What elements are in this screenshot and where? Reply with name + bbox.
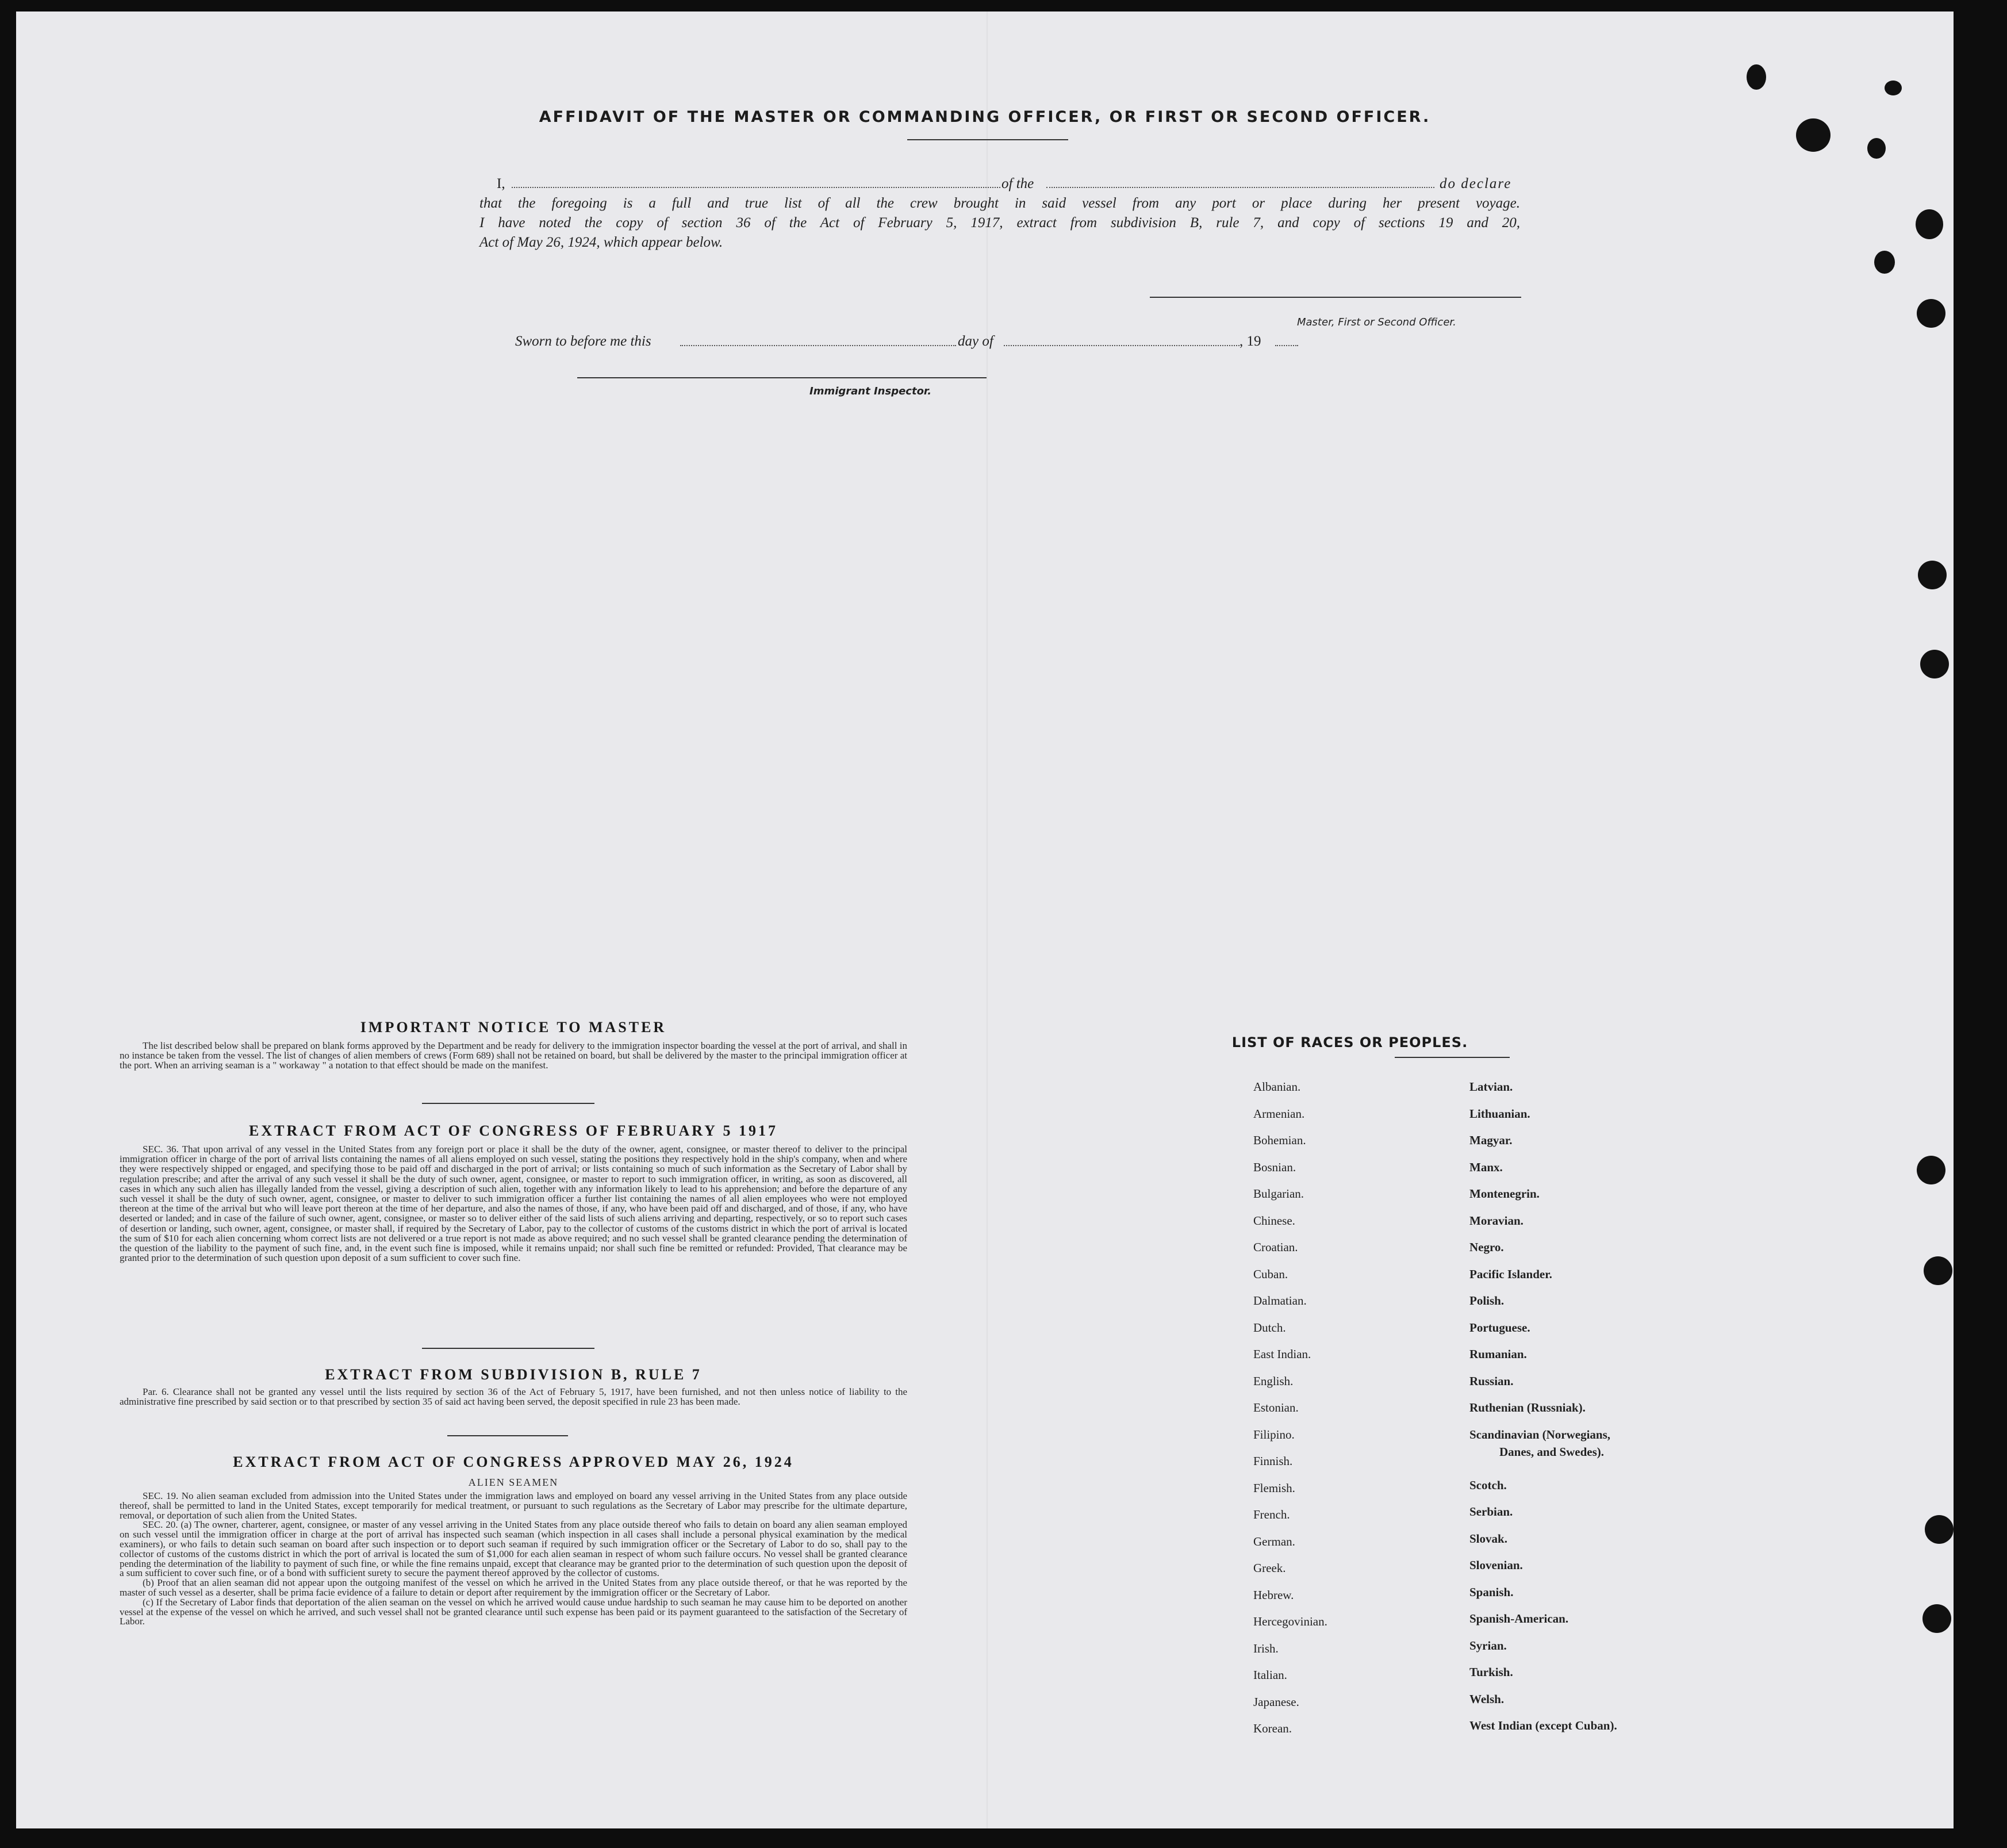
race-item: Moravian. bbox=[1469, 1213, 1524, 1228]
race-item: Spanish. bbox=[1469, 1585, 1514, 1599]
inspector-label: Immigrant Inspector. bbox=[809, 385, 932, 397]
sworn-month-field bbox=[1004, 345, 1239, 346]
race-item: Estonian. bbox=[1253, 1401, 1299, 1414]
race-item: Syrian. bbox=[1469, 1638, 1507, 1653]
race-item: Croatian. bbox=[1253, 1240, 1298, 1254]
section-20a-paragraph: SEC. 20. (a) The owner, charterer, agent, consignee, or master of any vessel arriving in the United States from any place outside thereof who fails to detain on board any alien seaman employed on such vessel until the immigration officer in charge at the port of arrival has inspected such seaman (which inspection in all cases shall include a personal physical examination by the medical examiners), or who fails to detain such seaman on board after such inspection or to deport such seaman if required by such immigration officer or the Secretary of Labor to do so, shall pay to the collector of customs of the customs district in which the port of arrival is located the sum of $1,000 for each alien seaman in respect of whom such failure occurs. No vessel shall be granted clearance pending the determination of the liability to payment of such fine, or while the fine remains unpaid, except that clearance may be granted prior to the determination of such question upon the deposit of a sum sufficient to cover such fine, or of a bond with sufficient surety to secure the payment thereof approved by the collector of customs. bbox=[120, 1519, 907, 1579]
punch-hole bbox=[1925, 1515, 1954, 1544]
punch-hole bbox=[1920, 650, 1949, 678]
extract-1917-text bbox=[120, 1144, 907, 1263]
races-title: LIST OF RACES OR PEOPLES. bbox=[1231, 1034, 1468, 1050]
ink-blot bbox=[1867, 138, 1886, 159]
race-item: Magyar. bbox=[1469, 1133, 1513, 1147]
race-item: Irish. bbox=[1253, 1641, 1279, 1655]
signature-line bbox=[1150, 297, 1521, 298]
race-item: Dalmatian. bbox=[1253, 1294, 1307, 1308]
sworn-label: Sworn to before me this bbox=[515, 333, 651, 349]
extract-1917-title: EXTRACT FROM ACT OF CONGRESS OF FEBRUARY 5 1917 bbox=[249, 1122, 778, 1139]
extract-1924-title: EXTRACT FROM ACT OF CONGRESS APPROVED MAY 26, 1924 bbox=[233, 1454, 794, 1470]
ink-blot bbox=[1874, 251, 1895, 274]
race-item: Serbian. bbox=[1469, 1505, 1513, 1519]
race-item: West Indian (except Cuban). bbox=[1469, 1719, 1617, 1733]
declare-label: do declare bbox=[1440, 176, 1512, 191]
race-item: Montenegrin. bbox=[1469, 1187, 1540, 1201]
race-item: Negro. bbox=[1469, 1240, 1504, 1254]
punch-hole bbox=[1918, 561, 1947, 589]
race-item: Slovenian. bbox=[1469, 1558, 1523, 1573]
punch-hole bbox=[1917, 1156, 1945, 1184]
day-of-label: day of bbox=[958, 333, 993, 349]
section-20b-paragraph: (b) Proof that an alien seaman did not appear upon the outgoing manifest of the vessel on which he arrived in the United States from any place outside thereof, or that he was reported by the master of such vessel as a deserter, shall be prima facie evidence of a failure to detain or deport after requirement by the immigration officer or the Secretary of Labor. bbox=[120, 1577, 907, 1598]
race-item: Chinese. bbox=[1253, 1213, 1295, 1228]
subdivision-b-text bbox=[120, 1387, 907, 1406]
race-item: Japanese. bbox=[1253, 1694, 1299, 1709]
signature-label: Master, First or Second Officer. bbox=[1297, 316, 1456, 328]
declaration-line-4: Act of May 26, 1924, which appear below. bbox=[479, 235, 723, 250]
declarant-name-field bbox=[512, 187, 1000, 188]
declaration-line-2: that the foregoing is a full and true list of all the crew brought in said vessel from any port or place during her present voyage. bbox=[479, 195, 1520, 211]
race-item: Spanish-American. bbox=[1469, 1612, 1569, 1626]
ink-blot bbox=[1747, 64, 1766, 90]
race-item: Filipino. bbox=[1253, 1427, 1295, 1441]
race-item: Bulgarian. bbox=[1253, 1187, 1304, 1201]
section-20c-paragraph: (c) If the Secretary of Labor finds that deportation of the alien seaman on the vessel on which he arrived would cause undue hardship to such seaman he may cause him to be deported on another vessel at the expense of the vessel on which he arrived, and such vessel shall not be granted clearance until such expense has been paid or its payment guaranteed to the satisfaction of the Secretary of Labor. bbox=[120, 1596, 907, 1627]
race-item: Pacific Islander. bbox=[1469, 1267, 1552, 1281]
races-underline bbox=[1395, 1057, 1510, 1058]
sworn-day-field bbox=[680, 345, 956, 346]
race-item: Polish. bbox=[1469, 1294, 1505, 1308]
declaration-line-3: I have noted the copy of section 36 of the Act of February 5, 1917, extract from subdivision B, rule 7, and copy of sections 19 and 20, bbox=[479, 215, 1520, 231]
race-item: Finnish. bbox=[1253, 1454, 1293, 1468]
punch-hole bbox=[1924, 1256, 1952, 1285]
race-item: Rumanian. bbox=[1469, 1347, 1527, 1361]
race-item: Russian. bbox=[1469, 1374, 1514, 1388]
race-item: East Indian. bbox=[1253, 1347, 1311, 1361]
race-item: Albanian. bbox=[1253, 1080, 1301, 1094]
race-item: Greek. bbox=[1253, 1561, 1286, 1575]
notice-title: IMPORTANT NOTICE TO MASTER bbox=[360, 1019, 667, 1036]
race-item: Dutch. bbox=[1253, 1320, 1286, 1335]
vessel-name-field bbox=[1046, 187, 1434, 188]
race-item: German. bbox=[1253, 1534, 1295, 1548]
section-36-paragraph: SEC. 36. That upon arrival of any vessel in the United States from any foreign port or place it shall be the duty of the owner, agent, consignee, or master thereof to deliver to the principal immigration officer in charge of the port of arrival lists containing the names of all aliens employed on such vessel, stating the positions they respectively hold in the ship's company, when and where they were respectively shipped or engaged, and specifying those to be paid off and discharged in the port of arrival; or lists containing so much of such information as the Secretary of Labor shall by regulation prescribe; and after the arrival of any such vessel it shall be the duty of such owner, agent, consignee, or master to report to such immigration officer, in writing, as soon as discovered, all cases in which any such alien has illegally landed from the vessel, giving a description of such alien, together with any information likely to lead to his apprehension; and before the departure of any such vessel it shall be the duty of such owner, agent, consignee, or master to deliver to such immigration officer a further list containing the names of all alien employees who were not employed thereon at the time of the arrival but who will leave port thereon at the time of her departure, and also the names of those, if any, who have been paid off and discharged, and of those, if any, who have deserted or landed; and in case of the failure of such owner, agent, consignee, or master so to deliver either of the said lists of such aliens arriving and departing, respectively, or so to report such cases of desertion or landing, such owner, agent, consignee, or master shall, if required by the Secretary of Labor, pay to the collector of customs of the customs district in which the port of arrival is located the sum of $10 for each alien concerning whom correct lists are not delivered or a true report is not made as above required; and no such vessel shall be granted clearance pending the determination of the question of the liability to the payment of such fine, and, in the event such fine is imposed, while it remains unpaid; nor shall such fine be remitted or refunded: Provided, That clearance may be granted prior to the determination of such question upon deposit of a sum sufficient to cover such fine. bbox=[120, 1144, 907, 1264]
race-item: Manx. bbox=[1469, 1160, 1503, 1174]
extract-1924-text bbox=[120, 1492, 907, 1627]
race-item: Flemish. bbox=[1253, 1481, 1295, 1495]
race-item: Portuguese. bbox=[1469, 1320, 1530, 1335]
race-item: French. bbox=[1253, 1508, 1290, 1521]
alien-seamen-subtitle: ALIEN SEAMEN bbox=[468, 1477, 559, 1488]
document-sheet bbox=[16, 11, 1954, 1828]
race-item: English. bbox=[1253, 1374, 1294, 1388]
race-item: Cuban. bbox=[1253, 1267, 1288, 1281]
rule-7-paragraph: Par. 6. Clearance shall not be granted any vessel until the lists required by section 36 of the Act of February 5, 1917, have been furnished, and not then unless notice of liability to the administrative fine prescribed by said section or to that prescribed by section 35 of said act having been served, the deposit specified in rule 23 has been made. bbox=[120, 1386, 907, 1407]
declarant-prefix: I, bbox=[497, 176, 505, 191]
inspector-signature-line bbox=[577, 377, 987, 378]
race-item: Italian. bbox=[1253, 1668, 1287, 1682]
race-item: Hebrew. bbox=[1253, 1588, 1294, 1602]
race-item: Slovak. bbox=[1469, 1531, 1507, 1546]
center-fold bbox=[987, 11, 988, 1828]
punch-hole bbox=[1917, 299, 1945, 328]
race-item: Korean. bbox=[1253, 1722, 1292, 1735]
ink-blot bbox=[1885, 80, 1902, 95]
notice-paragraph: The list described below shall be prepared on blank forms approved by the Department and be ready for delivery to the immigration inspector boarding the vessel at the port of arrival, and shall in no instance be taken from the vessel. The list of changes of alien members of crews (Form 689) shall not be retained on board, but shall be delivered by the master to the principal immigration officer at the port. When an arriving seaman is a " workaway " a notation to that effect should be made on the manifest. bbox=[120, 1040, 907, 1071]
race-item: Latvian. bbox=[1469, 1080, 1513, 1094]
race-item: Bohemian. bbox=[1253, 1133, 1306, 1147]
divider bbox=[422, 1103, 594, 1104]
race-item: Ruthenian (Russniak). bbox=[1469, 1401, 1586, 1414]
race-item: Bosnian. bbox=[1253, 1160, 1296, 1174]
ink-blot bbox=[1916, 209, 1943, 239]
race-item: Scandinavian (Norwegians, bbox=[1469, 1427, 1611, 1441]
race-item: Lithuanian. bbox=[1469, 1106, 1530, 1121]
race-item: Danes, and Swedes). bbox=[1499, 1444, 1605, 1459]
affidavit-title: AFFIDAVIT OF THE MASTER OR COMMANDING OFFICER, OR FIRST OR SECOND OFFICER. bbox=[539, 108, 1431, 126]
divider bbox=[422, 1348, 594, 1349]
race-item: Welsh. bbox=[1469, 1692, 1505, 1706]
punch-hole bbox=[1922, 1604, 1951, 1633]
divider bbox=[447, 1435, 568, 1436]
of-the-label: of the bbox=[1001, 176, 1034, 191]
race-item: Armenian. bbox=[1253, 1106, 1305, 1121]
year-label: , 19 bbox=[1239, 333, 1261, 349]
race-item: Scotch. bbox=[1469, 1478, 1507, 1492]
subdivision-b-title: EXTRACT FROM SUBDIVISION B, RULE 7 bbox=[325, 1366, 702, 1383]
title-underline bbox=[907, 139, 1068, 140]
notice-text bbox=[120, 1041, 907, 1070]
sworn-year-field bbox=[1275, 345, 1298, 346]
section-19-paragraph: SEC. 19. No alien seaman excluded from admission into the United States under the immigration laws and employed on board any vessel arriving in the United States from any place outside thereof, shall be permitted to land in the United States, except temporarily for medical treatment, or pursuant to such regulations as the Secretary of Labor may prescribe for the ultimate departure, removal, or deportation of such alien from the United States. bbox=[120, 1490, 907, 1521]
race-item: Turkish. bbox=[1469, 1665, 1513, 1680]
race-item: Hercegovinian. bbox=[1253, 1615, 1327, 1628]
